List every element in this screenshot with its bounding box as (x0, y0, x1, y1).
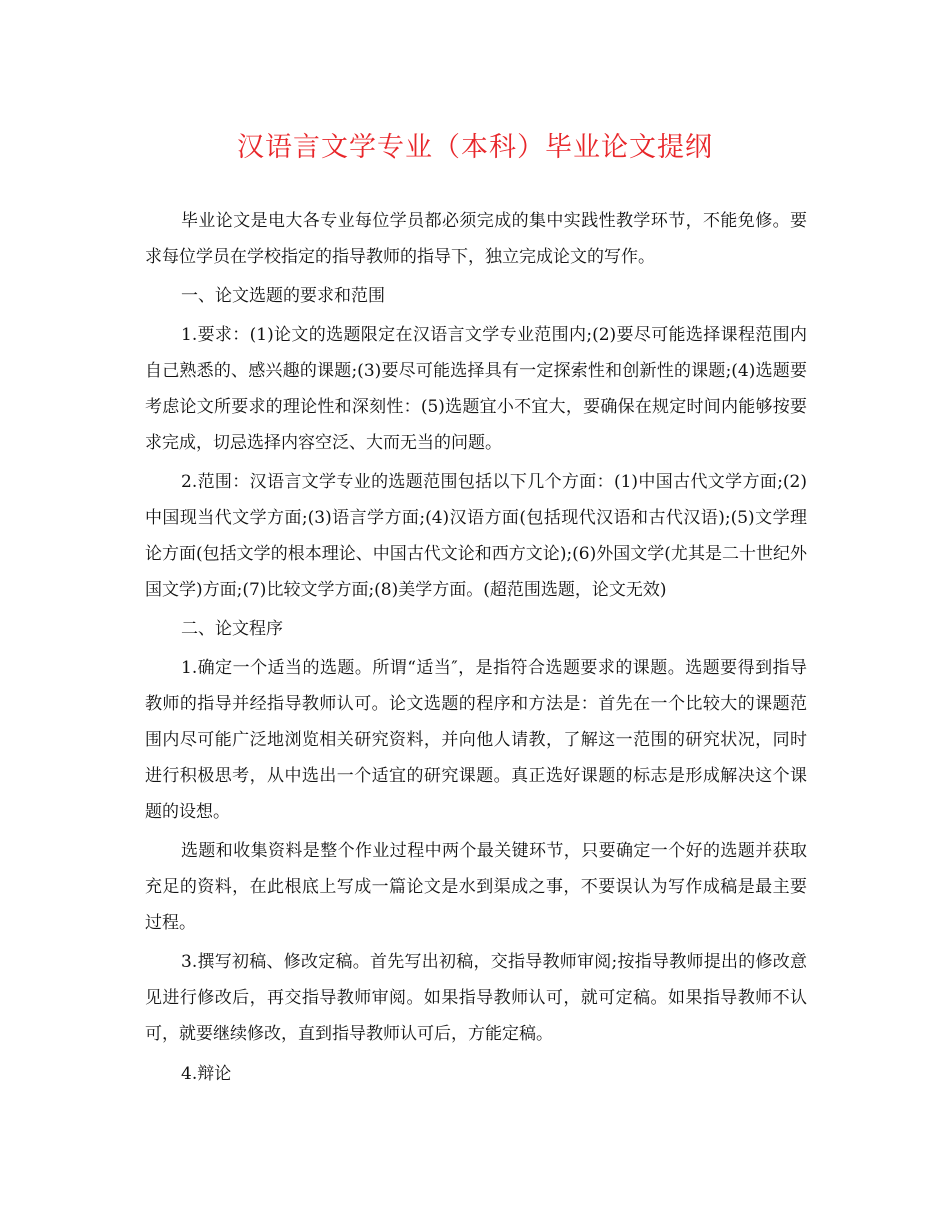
document-body (145, 203, 807, 1092)
section-heading-topic-requirements: 一、论文选题的要求和范围 (181, 286, 385, 306)
section-heading-thesis-procedure: 二、论文程序 (181, 619, 283, 639)
material-collection-paragraph: 选题和收集资料是整个作业过程中两个最关键环节，只要确定一个好的选题并获取充足的资料，在此根底上写成一篇论文是水到渠成之事，不要误认为写作成稿是最主要过程。 (145, 841, 807, 933)
topic-selection-paragraph: 1.确定一个适当的选题。所谓“适当″，是指符合选题要求的课题。选题要得到指导教师的指导并经指导教师认可。论文选题的程序和方法是：首先在一个比较大的课题范围内尽可能广泛地浏览相关研究资料，并向他人请教，了解这一范围的研究状况，同时进行积极思考，从中选出一个适宜的研究课题。真正选好课题的标志是形成解决这个课题的设想。 (145, 658, 807, 822)
scope-paragraph: 2.范围：汉语言文学专业的选题范围包括以下几个方面：(1)中国古代文学方面;(2)中国现当代文学方面;(3)语言学方面;(4)汉语方面(包括现代汉语和古代汉语);(5)文学理论方面(包括文学的根本理论、中国古代文论和西方文论);(6)外国文学(尤其是二十世纪外国文学)方面;(7)比较文学方面;(8)美学方面。(超范围选题，论文无效) (145, 472, 807, 600)
drafting-paragraph: 3.撰写初稿、修改定稿。首先写出初稿，交指导教师审阅;按指导教师提出的修改意见进行修改后，再交指导教师审阅。如果指导教师认可，就可定稿。如果指导教师不认可，就要继续修改，直到指导教师认可后，方能定稿。 (145, 952, 807, 1044)
intro-paragraph: 毕业论文是电大各专业每位学员都必须完成的集中实践性教学环节，不能免修。要求每位学员在学校指定的指导教师的指导下，独立完成论文的写作。 (145, 211, 807, 267)
requirements-paragraph: 1.要求：(1)论文的选题限定在汉语言文学专业范围内;(2)要尽可能选择课程范围内自己熟悉的、感兴趣的课题;(3)要尽可能选择具有一定探索性和创新性的课题;(4)选题要考虑论文所要求的理论性和深刻性：(5)选题宜小不宜大，要确保在规定时间内能够按要求完成，切忌选择内容空泛、大而无当的问题。 (145, 325, 807, 453)
defense-heading: 4.辩论 (181, 1064, 232, 1084)
document-title: 汉语言文学专业（本科）毕业论文提纲 (237, 132, 713, 163)
